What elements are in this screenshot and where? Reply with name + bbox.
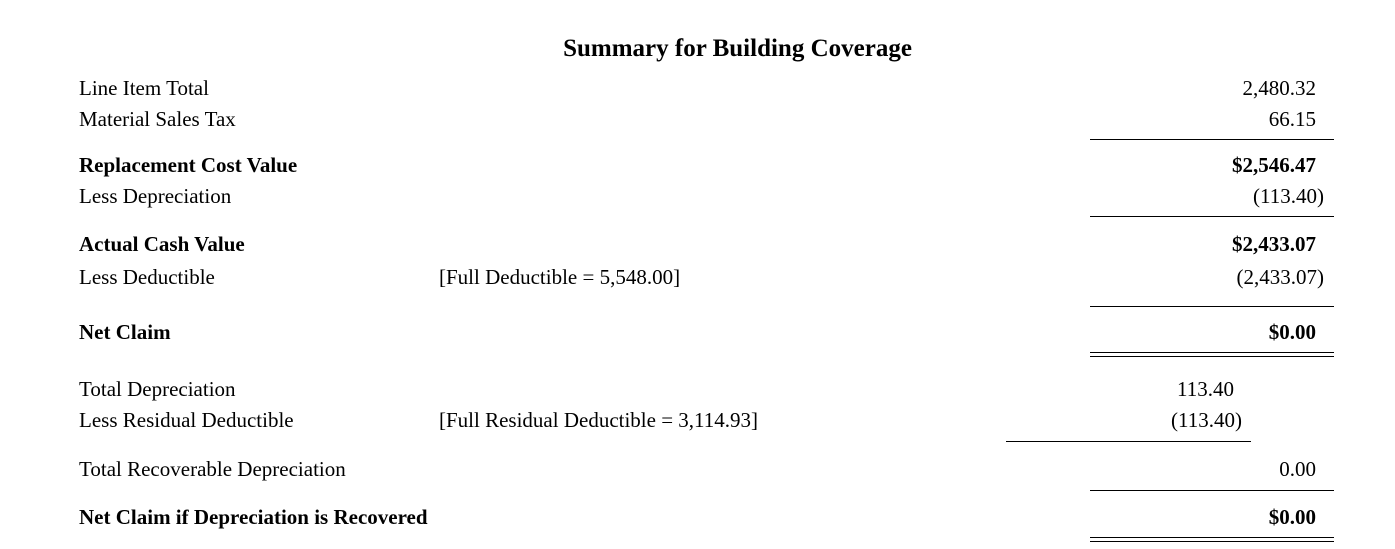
full-deductible-note: [Full Deductible = 5,548.00]: [439, 265, 681, 289]
residual-rule: [1006, 441, 1251, 442]
line-item-total-label: Line Item Total: [79, 76, 209, 100]
recovered-rule: [1090, 490, 1334, 491]
net-claim-rule: [1090, 306, 1334, 307]
replacement-cost-value-amount: $2,546.47: [1232, 153, 1316, 177]
material-sales-tax-value: 66.15: [1268, 107, 1316, 131]
total-depreciation-value: 113.40: [1177, 377, 1234, 401]
summary-title: Summary for Building Coverage: [563, 35, 912, 62]
subtotal-rule: [1090, 139, 1334, 140]
actual-cash-value-label: Actual Cash Value: [79, 232, 245, 256]
less-residual-deductible-value: (113.40): [1171, 408, 1242, 432]
less-depreciation-label: Less Depreciation: [79, 184, 232, 208]
net-claim-if-recovered-label: Net Claim if Depreciation is Recovered: [79, 505, 428, 529]
less-residual-deductible-label: Less Residual Deductible: [79, 408, 294, 432]
total-recoverable-depreciation-label: Total Recoverable Depreciation: [79, 457, 346, 481]
replacement-cost-value-label: Replacement Cost Value: [79, 153, 298, 177]
net-claim-double-rule: [1090, 352, 1334, 357]
net-claim-if-recovered-value: $0.00: [1268, 505, 1316, 529]
less-deductible-label: Less Deductible: [79, 265, 215, 289]
less-deductible-value: (2,433.07): [1236, 265, 1324, 289]
final-double-rule: [1090, 537, 1334, 542]
full-residual-deductible-note: [Full Residual Deductible = 3,114.93]: [439, 408, 759, 432]
net-claim-label: Net Claim: [79, 320, 171, 344]
net-claim-value: $0.00: [1268, 320, 1316, 344]
actual-cash-value-amount: $2,433.07: [1232, 232, 1316, 256]
total-recoverable-depreciation-value: 0.00: [1279, 457, 1316, 481]
material-sales-tax-label: Material Sales Tax: [79, 107, 236, 131]
line-item-total-value: 2,480.32: [1242, 76, 1316, 100]
less-depreciation-value: (113.40): [1253, 184, 1324, 208]
acv-rule: [1090, 216, 1334, 217]
total-depreciation-label: Total Depreciation: [79, 377, 236, 401]
